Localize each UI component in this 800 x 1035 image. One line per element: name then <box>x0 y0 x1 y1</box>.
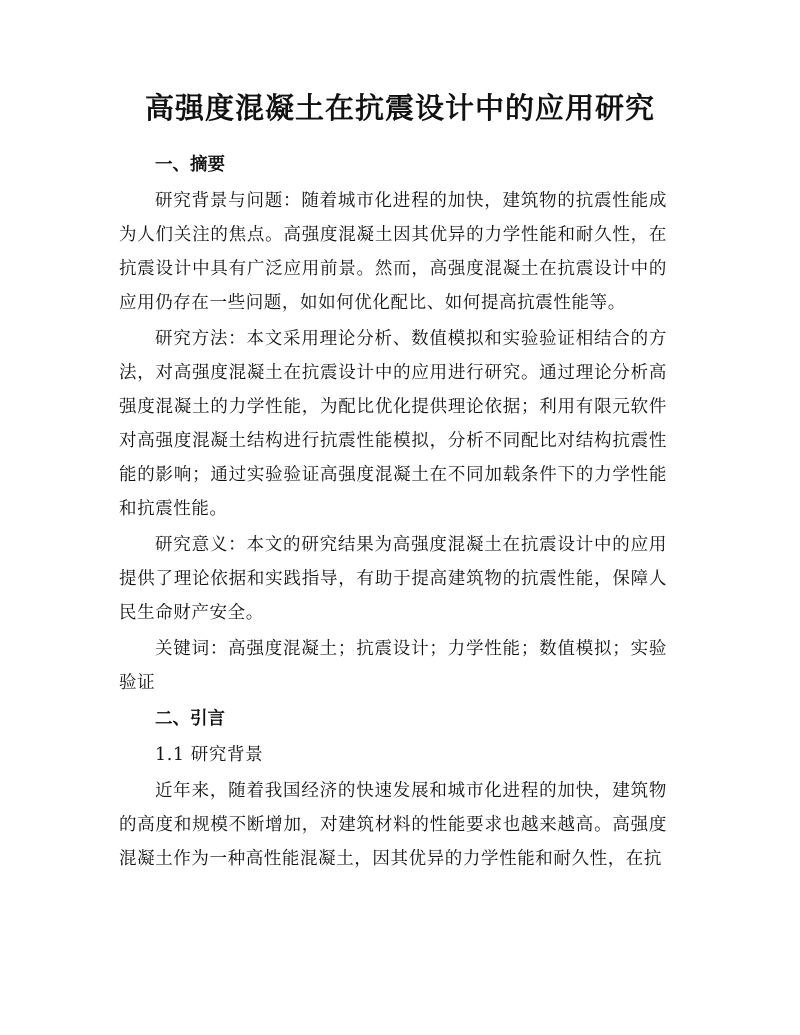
section-heading-introduction: 二、引言 <box>155 709 225 729</box>
paragraph-method: 研究方法：本文采用理论分析、数值模拟和实验验证相结合的方法，对高强度混凝土在抗震设计中的应用进行研究。通过理论分析高强度混凝土的力学性能，为配比优化提供理论依据；利用有限元软件对高强度混凝土结构进行抗震性能模拟，分析不同配比对结构抗震性能的影响；通过实验验证高强度混凝土在不同加载条件下的力学性能和抗震性能。 <box>119 329 667 519</box>
document-body <box>119 148 667 876</box>
paragraph-introduction: 近年来，随着我国经济的快速发展和城市化进程的加快，建筑物的高度和规模不断增加，对建筑材料的性能要求也越来越高。高强度混凝土作为一种高性能混凝土，因其优异的力学性能和耐久性，在抗 <box>119 781 667 869</box>
subsection-heading-background: 1.1 研究背景 <box>155 745 264 765</box>
paragraph-significance: 研究意义：本文的研究结果为高强度混凝土在抗震设计中的应用提供了理论依据和实践指导，有助于提高建筑物的抗震性能，保障人民生命财产安全。 <box>119 535 667 623</box>
paragraph-background: 研究背景与问题：随着城市化进程的加快，建筑物的抗震性能成为人们关注的焦点。高强度混凝土因其优异的力学性能和耐久性，在抗震设计中具有广泛应用前景。然而，高强度混凝土在抗震设计中的应用仍存在一些问题，如如何优化配比、如何提高抗震性能等。 <box>119 191 667 313</box>
paragraph-keywords: 关键词：高强度混凝土；抗震设计；力学性能；数值模拟；实验验证 <box>119 639 667 693</box>
section-heading-abstract: 一、摘要 <box>155 155 225 175</box>
document-title: 高强度混凝土在抗震设计中的应用研究 <box>144 91 655 125</box>
